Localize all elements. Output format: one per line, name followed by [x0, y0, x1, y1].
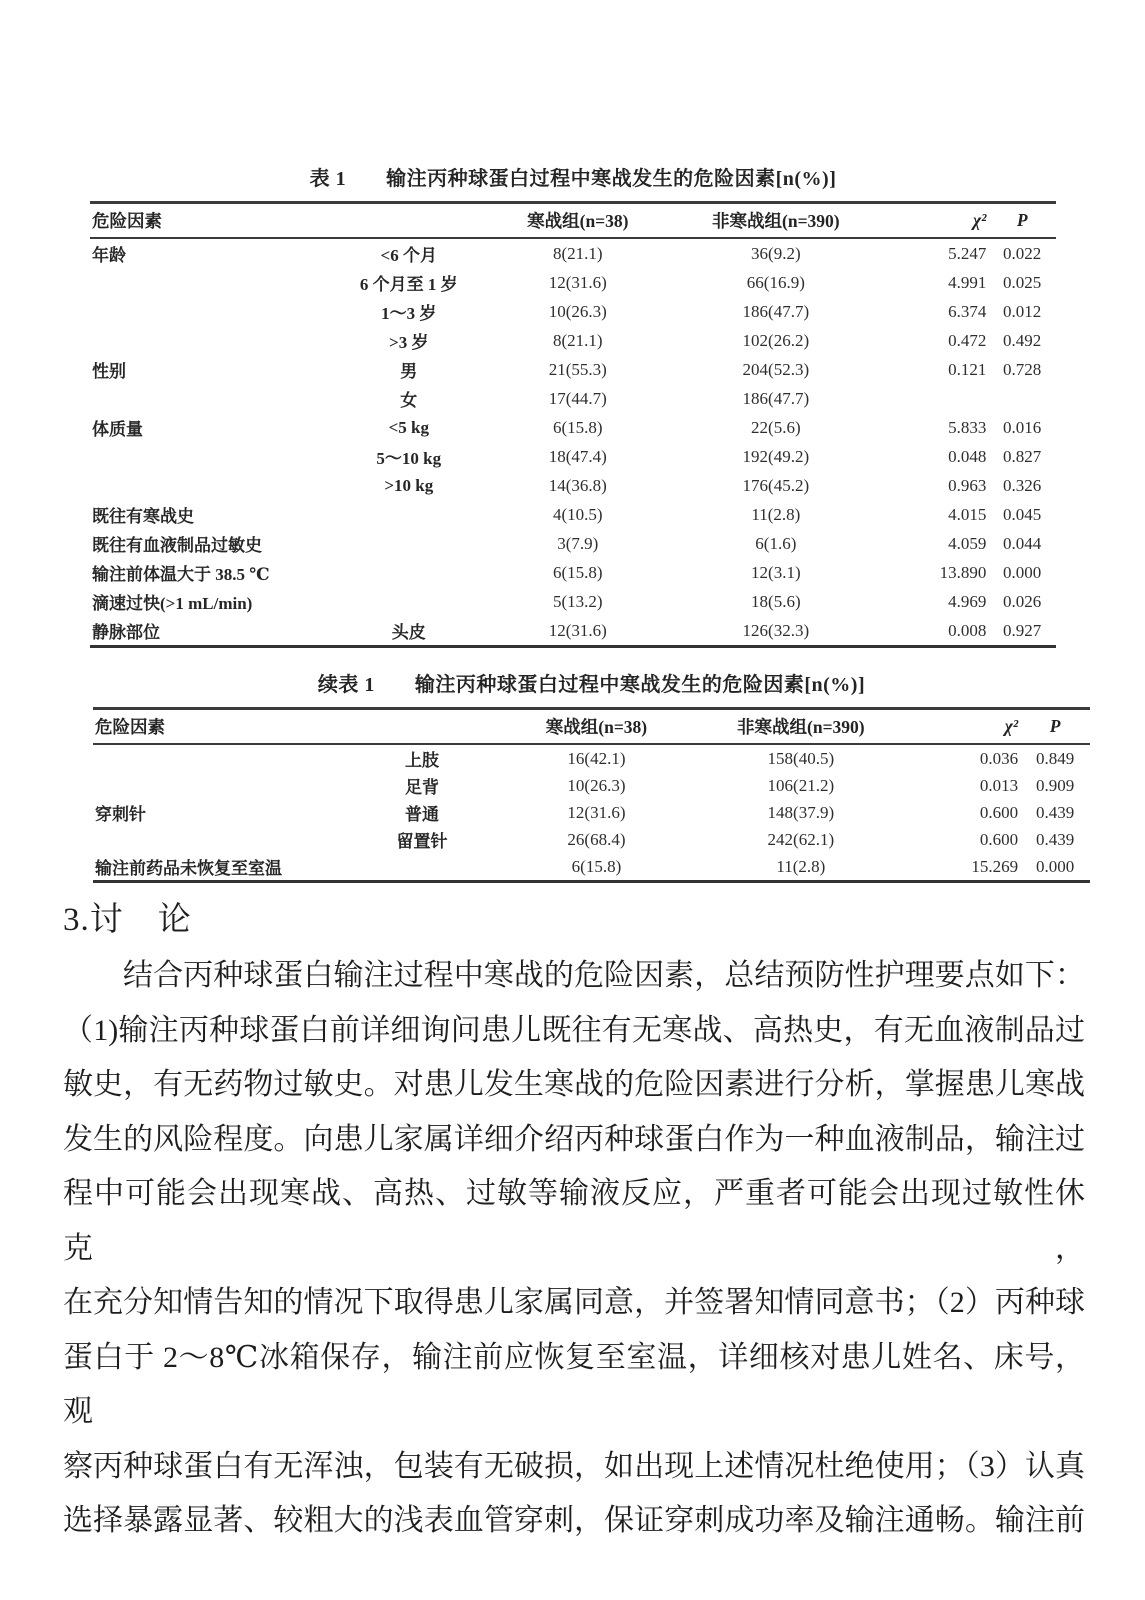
- cell-chill: 18(47.4): [548, 446, 607, 466]
- cell-chill: 10(26.3): [548, 301, 607, 321]
- cell-factor: 既往有寒战史: [92, 507, 194, 526]
- cell-p: 0.439: [1035, 802, 1075, 822]
- header-risk-factor: 危险因素: [93, 709, 512, 745]
- cell-nonchill: 12(3.1): [751, 562, 801, 582]
- cell-p: 0.849: [1035, 748, 1075, 768]
- table-row: [93, 853, 1090, 882]
- cell-nonchill: 102(26.2): [742, 330, 810, 350]
- table-row: [90, 238, 1056, 268]
- cell-sub: 头皮: [391, 623, 426, 642]
- cell-sub: >10 kg: [384, 475, 434, 495]
- cell-factor: [90, 384, 322, 413]
- paragraph-line: 敏史，有无药物过敏史。对患儿发生寒战的危险因素进行分析，掌握患儿寒战: [63, 1068, 1085, 1101]
- cell-chi2: 5.247: [948, 243, 987, 263]
- cell-sub: 留置针: [396, 832, 448, 851]
- cell-chill: 4(10.5): [553, 504, 603, 524]
- cell-sub: 1～3 岁: [381, 304, 437, 323]
- cell-nonchill: 126(32.3): [742, 620, 810, 640]
- cell-p: 0.044: [1003, 533, 1042, 553]
- cell-chill: 6(15.8): [553, 562, 603, 582]
- table-1-block: [90, 166, 1056, 648]
- cell-factor: 输注前药品未恢复至室温: [95, 859, 282, 878]
- cell-chi2: 0.121: [948, 359, 987, 379]
- cell-factor: [90, 471, 322, 500]
- table-1-body: [90, 238, 1056, 647]
- cell-sub: 女: [400, 391, 418, 410]
- cell-factor: [90, 442, 322, 471]
- cell-sub: <5 kg: [388, 417, 429, 437]
- paragraph-line: 选择暴露显著、较粗大的浅表血管穿刺，保证穿刺成功率及输注通畅。输注前: [63, 1504, 1085, 1537]
- section-heading: 3.讨 论: [63, 902, 192, 938]
- discussion-paragraph: [63, 949, 1085, 1549]
- cell-chill: 16(42.1): [567, 748, 626, 768]
- table-row: [90, 529, 1056, 558]
- cell-chill: 6(15.8): [553, 417, 603, 437]
- cell-chi2: 0.963: [948, 475, 987, 495]
- table-row: [90, 558, 1056, 587]
- cell-p: 0.927: [1003, 620, 1042, 640]
- cell-nonchill: 11(2.8): [776, 856, 826, 876]
- cell-factor: 穿刺针: [95, 805, 146, 824]
- cell-factor: 年龄: [92, 246, 126, 265]
- table-row: [90, 413, 1056, 442]
- cell-sub: [322, 529, 496, 558]
- cell-p: [988, 384, 1056, 413]
- cell-chi2: 0.600: [979, 829, 1019, 849]
- table-row: [90, 297, 1056, 326]
- paragraph-line: 发生的风险程度。向患儿家属详细介绍丙种球蛋白作为一种血液制品，输注过: [63, 1122, 1085, 1156]
- cell-factor: 既往有血液制品过敏史: [92, 536, 262, 555]
- table-1-continued-label: 续表 1: [317, 674, 375, 696]
- header-chill-group: 寒战组(n=38): [496, 203, 660, 239]
- cell-chill: 17(44.7): [548, 388, 607, 408]
- cell-sub: 6 个月至 1 岁: [359, 275, 458, 294]
- cell-chi2: 4.969: [948, 591, 987, 611]
- table-row: [90, 616, 1056, 647]
- table-1-continued-title: 输注丙种球蛋白过程中寒战发生的危险因素[n(%)]: [414, 674, 866, 696]
- cell-nonchill: 186(47.7): [742, 301, 810, 321]
- table-row: [90, 500, 1056, 529]
- cell-nonchill: 242(62.1): [767, 829, 835, 849]
- cell-p: 0.439: [1035, 829, 1075, 849]
- paragraph-line: 结合丙种球蛋白输注过程中寒战的危险因素，总结预防性护理要点如下：: [123, 959, 1085, 992]
- table-1-continued-block: [93, 672, 1090, 883]
- table-1-label: 表 1: [309, 168, 347, 190]
- cell-chill: 8(21.1): [553, 330, 603, 350]
- header-chi-square: χ²: [892, 203, 989, 239]
- cell-sub: 普通: [404, 805, 439, 824]
- table-row: [90, 384, 1056, 413]
- cell-chill: 12(31.6): [567, 802, 626, 822]
- cell-sub: [332, 853, 511, 882]
- cell-chi2: 0.036: [979, 748, 1019, 768]
- cell-chill: 3(7.9): [557, 533, 599, 553]
- table-1-continued-caption: [93, 672, 1090, 698]
- header-chi-square: χ²: [920, 709, 1020, 745]
- cell-p: 0.827: [1003, 446, 1042, 466]
- cell-chi2: 0.472: [948, 330, 987, 350]
- cell-chill: 14(36.8): [548, 475, 607, 495]
- cell-sub: >3 岁: [389, 333, 429, 352]
- header-risk-factor: 危险因素: [90, 203, 496, 239]
- cell-nonchill: 186(47.7): [742, 388, 810, 408]
- discussion-section: [63, 897, 1085, 1549]
- cell-factor: [90, 297, 322, 326]
- table-row: [90, 355, 1056, 384]
- table-row: [90, 442, 1056, 471]
- cell-chi2: 4.015: [948, 504, 987, 524]
- cell-chill: 10(26.3): [567, 775, 626, 795]
- cell-chi2: 4.059: [948, 533, 987, 553]
- risk-factor-table-1: [90, 201, 1056, 648]
- cell-p: 0.026: [1003, 591, 1042, 611]
- cell-p: 0.000: [1035, 856, 1075, 876]
- cell-sub: [322, 558, 496, 587]
- cell-chill: 6(15.8): [571, 856, 622, 876]
- table-continued-body: [93, 744, 1090, 882]
- table-row: [90, 587, 1056, 616]
- cell-p: 0.045: [1003, 504, 1042, 524]
- paragraph-line: （1)输注丙种球蛋白前详细询问患儿既往有无寒战、高热史，有无血液制品过: [63, 1013, 1085, 1047]
- cell-nonchill: 11(2.8): [751, 504, 801, 524]
- cell-nonchill: 22(5.6): [751, 417, 801, 437]
- cell-factor: [93, 772, 332, 799]
- cell-chill: 21(55.3): [548, 359, 607, 379]
- cell-nonchill: 204(52.3): [742, 359, 810, 379]
- table-row: [90, 326, 1056, 355]
- table-row: [93, 744, 1090, 772]
- table-row: [90, 471, 1056, 500]
- cell-chi2: 0.008: [948, 620, 987, 640]
- risk-factor-table-continued: [93, 707, 1090, 883]
- header-p-value: P: [1020, 709, 1090, 745]
- cell-p: 0.025: [1003, 272, 1042, 292]
- cell-sub: <6 个月: [380, 246, 437, 265]
- cell-chi2: 13.890: [939, 562, 987, 582]
- cell-p: 0.012: [1003, 301, 1042, 321]
- header-chill-group: 寒战组(n=38): [512, 709, 681, 745]
- cell-chill: 12(31.6): [548, 272, 607, 292]
- cell-p: 0.326: [1003, 475, 1042, 495]
- header-p-value: P: [988, 203, 1056, 239]
- cell-factor: [90, 268, 322, 297]
- cell-factor: 滴速过快(>1 mL/min): [92, 594, 253, 613]
- cell-nonchill: 18(5.6): [751, 591, 801, 611]
- cell-chi2: 4.991: [948, 272, 987, 292]
- table-row: [93, 826, 1090, 853]
- cell-sub: 5～10 kg: [376, 449, 442, 468]
- cell-p: 0.000: [1003, 562, 1042, 582]
- cell-factor: 输注前体温大于 38.5 ℃: [92, 565, 270, 584]
- cell-factor: 体质量: [92, 420, 143, 439]
- cell-chill: 5(13.2): [553, 591, 603, 611]
- cell-chi2: 15.269: [971, 856, 1019, 876]
- paragraph-line: 在充分知情告知的情况下取得患儿家属同意，并签署知情同意书；（2）丙种球: [63, 1286, 1085, 1319]
- cell-chill: 8(21.1): [553, 243, 603, 263]
- cell-factor: [93, 744, 332, 772]
- paragraph-line: 蛋白于 2～8℃冰箱保存，输注前应恢复至室温，详细核对患儿姓名、床号，观: [63, 1340, 1085, 1428]
- cell-sub: 男: [400, 362, 418, 381]
- header-nonchill-group: 非寒战组(n=390): [681, 709, 920, 745]
- cell-sub: [322, 500, 496, 529]
- cell-nonchill: 66(16.9): [746, 272, 805, 292]
- cell-chill: 12(31.6): [548, 620, 607, 640]
- table-continued-header: [93, 709, 1090, 745]
- paragraph-line: 程中可能会出现寒战、高热、过敏等输液反应，严重者可能会出现过敏性休克，: [63, 1177, 1085, 1265]
- cell-chi2: 0.600: [979, 802, 1019, 822]
- cell-sub: [322, 587, 496, 616]
- cell-p: 0.492: [1003, 330, 1042, 350]
- cell-p: 0.728: [1003, 359, 1042, 379]
- cell-p: 0.909: [1035, 775, 1075, 795]
- table-row: [93, 772, 1090, 799]
- cell-factor: 静脉部位: [92, 623, 160, 642]
- cell-nonchill: 106(21.2): [767, 775, 835, 795]
- table-1-header: [90, 203, 1056, 239]
- cell-sub: 上肢: [404, 751, 439, 770]
- cell-factor: [93, 826, 332, 853]
- cell-nonchill: 148(37.9): [767, 802, 835, 822]
- cell-nonchill: 176(45.2): [742, 475, 810, 495]
- cell-nonchill: 192(49.2): [742, 446, 810, 466]
- cell-chill: 26(68.4): [567, 829, 626, 849]
- table-row: [93, 799, 1090, 826]
- header-nonchill-group: 非寒战组(n=390): [660, 203, 892, 239]
- cell-chi2: 0.048: [948, 446, 987, 466]
- cell-p: 0.022: [1003, 243, 1042, 263]
- cell-nonchill: 158(40.5): [767, 748, 835, 768]
- table-1-title: 输注丙种球蛋白过程中寒战发生的危险因素[n(%)]: [386, 168, 837, 190]
- cell-nonchill: 6(1.6): [755, 533, 797, 553]
- cell-factor: [90, 326, 322, 355]
- cell-p: 0.016: [1003, 417, 1042, 437]
- table-1-caption: [90, 166, 1056, 192]
- table-row: [90, 268, 1056, 297]
- cell-chi2: 0.013: [979, 775, 1019, 795]
- paragraph-line: 察丙种球蛋白有无浑浊，包装有无破损，如出现上述情况杜绝使用；（3）认真: [63, 1449, 1085, 1483]
- cell-sub: 足背: [404, 778, 439, 797]
- cell-nonchill: 36(9.2): [751, 243, 801, 263]
- cell-chi2: 6.374: [948, 301, 987, 321]
- cell-chi2: 5.833: [948, 417, 987, 437]
- cell-chi2: [892, 384, 989, 413]
- cell-factor: 性别: [92, 362, 126, 381]
